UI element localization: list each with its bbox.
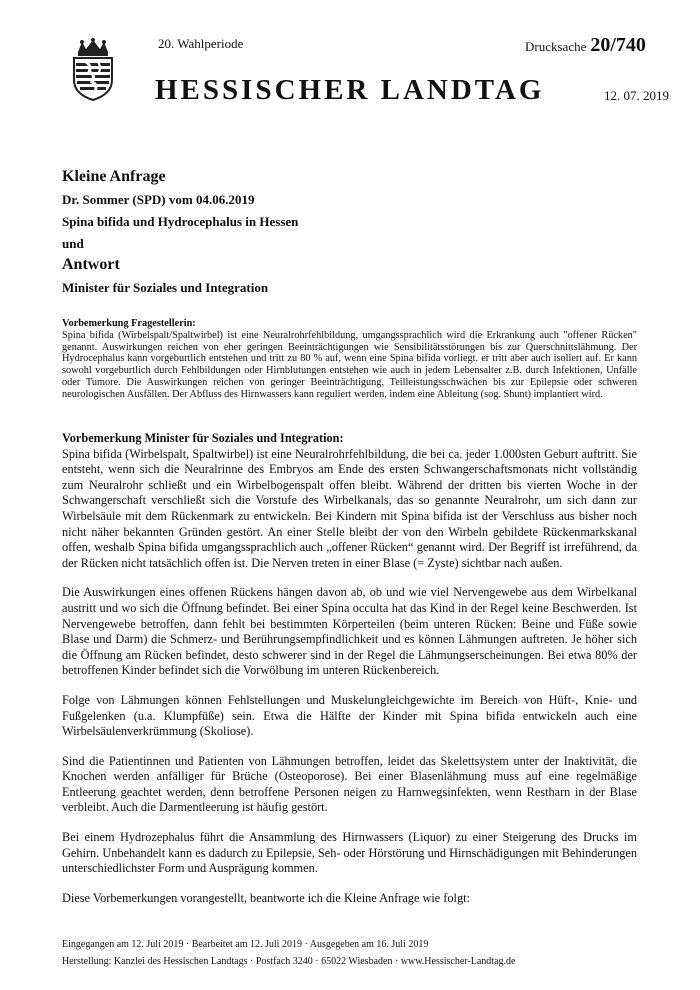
vorbemerkung-fragestellerin-text: Spina bifida (Wirbelspalt/Spaltwirbel) ist eine Neuralrohrfehlbildung, umgangssprachlich wird die Erkrankung auch "offener Rücken" genannt. Auswirkungen reichen von eher geringen Beeinträchtigungen wie Sensibilitätsstörungen bis zur Querschnittslähmung. Der Hydrocephalus kann vorgeburtlich entstehen und tritt zu 80 % auf, wenn eine Spina bifida vorliegt. er tritt aber auch isoliert auf. Er kann sowohl vorgeburtlich durch Fehlbildungen oder Hirnblutungen entstehen wie auch in jedem Lebensalter z.B. durch Infektionen, Unfälle oder Tumore. Die Auswirkungen reichen von geringer Beeinträchtigung, Teilleistungsschwächen bis zur Epilepsie oder schweren neurologischen Ausfällen. Der Abfluss des Hirnwassers kann reguliert werden, indem eine Ableitung (sog. Shunt) implantiert wird. <box>62 329 637 400</box>
inquiry-heading <box>62 168 642 296</box>
vorbemerkung-minister-title: Vorbemerkung Minister für Soziales und Integration: <box>62 431 344 445</box>
drucksache-number: 20/740 <box>590 34 646 56</box>
footer-dates: Eingegangen am 12. Juli 2019 · Bearbeitet am 12. Juli 2019 · Ausgegeben am 16. Juli 2019 <box>62 939 429 950</box>
footer-imprint: Herstellung: Kanzlei des Hessischen Landtags · Postfach 3240 · 65022 Wiesbaden · www.Hessischer-Landtag.de <box>62 956 516 967</box>
und-line: und <box>62 236 84 251</box>
drucksache-label <box>525 34 646 57</box>
paragraph: Folge von Lähmungen können Fehlstellungen und Muskelungleichgewichte im Bereich von Hüft-, Knie- und Fußgelenken (u.a. Klumpfüße) sein. Etwa die Hälfte der Kinder mit Spina bifida entwickeln auch eine Wirbelsäulenverkrümmung (Skoliose). <box>62 692 637 739</box>
drucksache-text: Drucksache <box>525 39 587 54</box>
document-date: 12. 07. 2019 <box>604 88 669 103</box>
paragraph: Die Auswirkungen eines offenen Rückens hängen davon ab, ob und wie viel Nervengewebe aus dem Wirbelkanal austritt und wo sich die Öffnung befindet. Bei einer Spina occulta hat das Kind in der Regel keine Beschwerden. Ist Nervengewebe betroffen, dann fehlt bei bestimmten Körperteilen (beim unteren Rücken: Beine und Füße sowie Blase und Darm) die Schmerz- und Berührungsempfindlichkeit und es können Lähmungen auftreten. Je höher sich die Öffnung am Rücken befindet, desto schwerer sind in der Regel die Lähmungserscheinungen. Bei etwa 80% der betroffenen Kinder befindet sich die Vorwölbung im unteren Rückenbereich. <box>62 585 637 678</box>
wahlperiode-label: 20. Wahlperiode <box>158 36 244 51</box>
paragraph: Spina bifida (Wirbelspalt, Spaltwirbel) ist eine Neuralrohrfehlbildung, die bei ca. jeder 1.000sten Geburt auftritt. Sie entsteht, wenn sich die Neuralrinne des Embryos am Ende des ersten Schwangerschaftsmonats nicht vollständig zum Neuralrohr schließt und ein Wirbelbogenspalt offen bleibt. Während der dritten bis vierten Woche in der Schwangerschaft verschließt sich die Vorstufe des Wirbelkanals, das so genannte Neuralrohr, um sich dann zur Wirbelsäule mit dem Rückenmark zu entwickeln. Bei Kindern mit Spina bifida ist der Verschluss aus bisher noch nicht näher bekannten Gründen gestört. An einer Stelle bleibt der von den Wirbeln gebildete Rückenmarkskanal offen, weshalb Spina bifida umgangssprachlich auch „offener Rücken“ genannt wird. Der Begriff ist irreführend, da der Rücken nicht tatsächlich offen ist. Die Nerven treten in einer Blase (= Zyste) sichtbar nach außen. <box>62 446 637 570</box>
paragraph: Bei einem Hydrozephalus führt die Ansammlung des Hirnwassers (Liquor) zu einer Steigerung des Drucks im Gehirn. Unbehandelt kann es dadurch zu Epilepsie, Seh- oder Hörstörung und Hirnschädigungen mit Behinderungen unterschiedlichster Form und Ausprägung kommen. <box>62 830 637 876</box>
document-title: HESSISCHER LANDTAG <box>155 74 545 106</box>
paragraph: Sind die Patientinnen und Patienten von Lähmungen betroffen, leidet das Skelettsystem unter der Inaktivität, die Knochen werden anfälliger für Brüche (Osteoporose). Bei einer Blasenlähmung muss auf eine regelmäßige Entleerung geachtet werden, denn betroffene Personen neigen zu Harnwegsinfekten, wenn Restharn in der Blase verbleibt. Auch die Darmentleerung ist häufig gestört. <box>62 753 637 815</box>
paragraph: Diese Vorbemerkungen vorangestellt, beantworte ich die Kleine Anfrage wie folgt: <box>62 890 470 905</box>
antwort-label: Antwort <box>62 256 120 273</box>
vorbemerkung-minister <box>62 431 637 920</box>
author-line: Dr. Sommer (SPD) vom 04.06.2019 <box>62 192 255 207</box>
subject-line: Spina bifida und Hydrocephalus in Hessen <box>62 214 299 229</box>
hessen-coat-of-arms-logo <box>62 38 124 102</box>
kleine-anfrage-label: Kleine Anfrage <box>62 168 166 185</box>
footer <box>62 936 662 970</box>
vorbemerkung-fragestellerin-title: Vorbemerkung Fragestellerin: <box>62 318 196 329</box>
vorbemerkung-fragestellerin <box>62 318 637 401</box>
minister-line: Minister für Soziales und Integration <box>62 280 269 295</box>
